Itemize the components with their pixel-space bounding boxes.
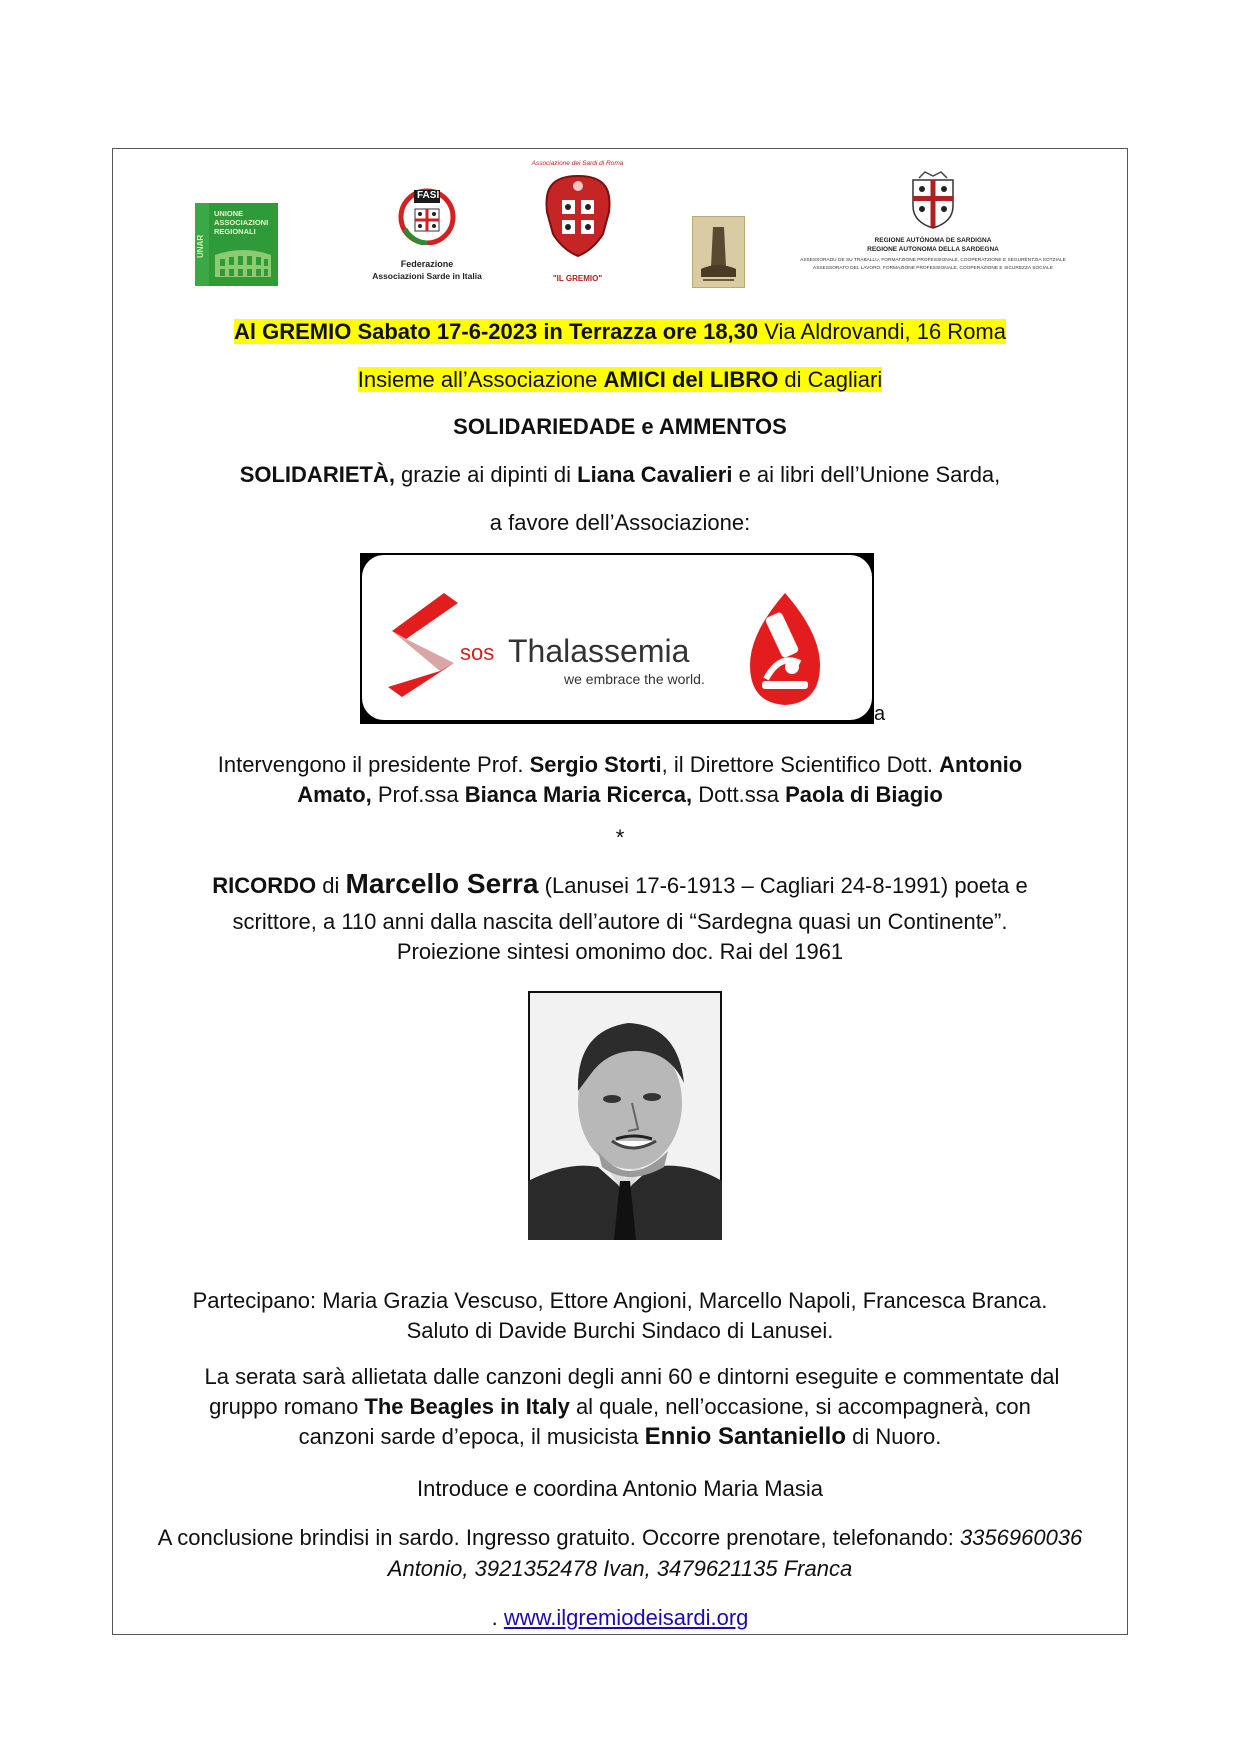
ricordo-line-2: scrittore, a 110 anni dalla nascita dell’autore di “Sardegna quasi un Continente”. — [232, 909, 1008, 934]
fasi-line-1: Federazione — [400, 259, 454, 269]
bianca-maria-ricerca: Bianca Maria Ricerca, — [464, 782, 693, 807]
nuraghe-tower-icon — [693, 217, 744, 287]
interventi-line-2 — [112, 780, 1128, 810]
unione-associazioni-regionali-logo — [195, 203, 278, 286]
ricordo-text-2: (Lanusei 17-6-1913 – Cagliari 24-8-1991) poeta e — [538, 873, 1028, 898]
partecipano-line-1: Partecipano: Maria Grazia Vescuso, Ettore Angioni, Marcello Napoli, Francesca Branca. — [192, 1288, 1048, 1313]
portrait-photo-icon — [528, 991, 722, 1240]
paola-di-biagio: Paola di Biagio — [785, 782, 943, 807]
serata-text-2a: gruppo romano — [209, 1394, 365, 1419]
regione-line-3: ASSESSORADU DE SU TRABALLU, FORMATZIONE PROFESSIONALE, COOPERATZIONE E SEGURÈNTZIA SOTZIALE — [800, 258, 1066, 263]
footer-line — [112, 1603, 1128, 1633]
unione-side-text: UNAR — [196, 234, 205, 258]
interventi-text-3: Prof.ssa — [371, 782, 465, 807]
website-link[interactable]: www.ilgremiodeisardi.org — [503, 1605, 749, 1630]
partecipano-line-2: Saluto di Davide Burchi Sindaco di Lanusei. — [406, 1318, 834, 1343]
amato-surname: Amato, — [297, 782, 372, 807]
event-date-time: Al GREMIO Sabato 17-6-2023 in Terrazza ore 18,30 — [234, 319, 759, 344]
favore-line: a favore dell’Associazione: — [489, 510, 751, 535]
footer-dot: . — [491, 1605, 504, 1630]
sergio-storti: Sergio Storti — [529, 752, 662, 777]
unione-line-3: REGIONALI — [214, 227, 256, 236]
solidarieta-text-1: grazie ai dipinti di — [394, 462, 578, 487]
the-beagles-in-italy: The Beagles in Italy — [364, 1394, 570, 1419]
banner-trailing-char: a — [874, 703, 886, 725]
ricordo-line-3: Proiezione sintesi omonimo doc. Rai del 1961 — [396, 939, 844, 964]
marcello-serra: Marcello Serra — [345, 868, 539, 899]
amici-del-libro: AMICI del LIBRO — [603, 367, 779, 392]
phone-antonio: 3356960036 — [959, 1525, 1083, 1550]
sos-tagline: we embrace the world. — [564, 671, 705, 687]
serata-line-1: La serata sarà allietata dalle canzoni degli anni 60 e dintorni eseguite e commentate dal — [204, 1364, 1060, 1389]
regione-line-1: REGIONE AUTÒNOMA DE SARDIGNA — [874, 237, 992, 244]
gremio-shield-icon — [543, 172, 613, 262]
serata-line-3 — [112, 1421, 1128, 1453]
ricordo-text-1: di — [316, 873, 346, 898]
unione-line-2: ASSOCIAZIONI — [214, 218, 269, 227]
conclusione-text-1: A conclusione brindisi in sardo. Ingresso gratuito. Occorre prenotare, telefonando: — [157, 1525, 960, 1550]
event-header-line — [112, 317, 1128, 347]
conclusione-line-2: Antonio, 3921352478 Ivan, 3479621135 Franca — [387, 1556, 853, 1581]
microscope-drop-icon — [740, 583, 830, 713]
liana-cavalieri: Liana Cavalieri — [577, 462, 733, 487]
conclusione-line-1 — [112, 1523, 1128, 1553]
insieme-line — [112, 365, 1128, 395]
sos-ribbon-icon — [384, 589, 464, 699]
regione-line-4: ASSESSORATO DEL LAVORO, FORMAZIONE PROFESSIONALE, COOPERAZIONE E SICUREZZA SOCIALE — [813, 266, 1053, 271]
ennio-santaniello: Ennio Santaniello — [644, 1423, 847, 1450]
solidarieta-label: SOLIDARIETÀ, — [239, 462, 395, 487]
event-title: SOLIDARIEDADE e AMMENTOS — [453, 414, 787, 439]
sos-thalassemia-banner — [360, 553, 874, 724]
sos-brand-text: Thalassemia — [508, 633, 690, 669]
regione-line-2: REGIONE AUTONOMA DELLA SARDEGNA — [867, 246, 999, 253]
antonio-first-name: Antonio — [939, 752, 1023, 777]
colosseum-icon — [213, 245, 273, 279]
gremio-caption: "IL GREMIO" — [552, 274, 603, 283]
regione-sardegna-logo — [778, 170, 1088, 285]
introduce-line: Introduce e coordina Antonio Maria Masia — [416, 1476, 823, 1501]
interventi-text-1: Intervengono il presidente Prof. — [217, 752, 530, 777]
sardinia-coat-of-arms-icon — [905, 170, 961, 232]
interventi-text-4: Dott.ssa — [692, 782, 786, 807]
unione-line-1: UNIONE — [214, 209, 244, 218]
serata-line-2 — [112, 1392, 1128, 1422]
separator-asterisk: * — [615, 825, 625, 850]
il-gremio-logo — [525, 158, 630, 288]
ricordo-line-1 — [112, 868, 1128, 902]
ricordo-label: RICORDO — [212, 873, 317, 898]
marcello-serra-portrait — [528, 991, 722, 1240]
interventi-text-2: , il Direttore Scientifico Dott. — [661, 752, 940, 777]
serata-text-2c: al quale, nell’occasione, si accompagnerà, con — [569, 1394, 1031, 1419]
insieme-post: di Cagliari — [778, 367, 883, 392]
fasi-line-2: Associazioni Sarde in Italia — [372, 271, 482, 281]
insieme-pre: Insieme all’Associazione — [357, 367, 604, 392]
fasi-badge-text: FASI — [417, 190, 440, 201]
serata-text-3c: di Nuoro. — [846, 1424, 942, 1449]
nuraghe-book-logo — [692, 216, 745, 288]
gremio-arc-text: Associazione dei Sardi di Roma — [531, 160, 624, 167]
serata-text-3a: canzoni sarde d’epoca, il musicista — [298, 1424, 645, 1449]
fasi-logo — [362, 183, 492, 287]
sos-small-text: sos — [460, 640, 495, 665]
event-address: Via Aldrovandi, 16 Roma — [758, 319, 1006, 344]
solidarieta-line — [112, 460, 1128, 490]
interventi-line-1 — [112, 750, 1128, 780]
solidarieta-text-2: e ai libri dell’Unione Sarda, — [732, 462, 1001, 487]
